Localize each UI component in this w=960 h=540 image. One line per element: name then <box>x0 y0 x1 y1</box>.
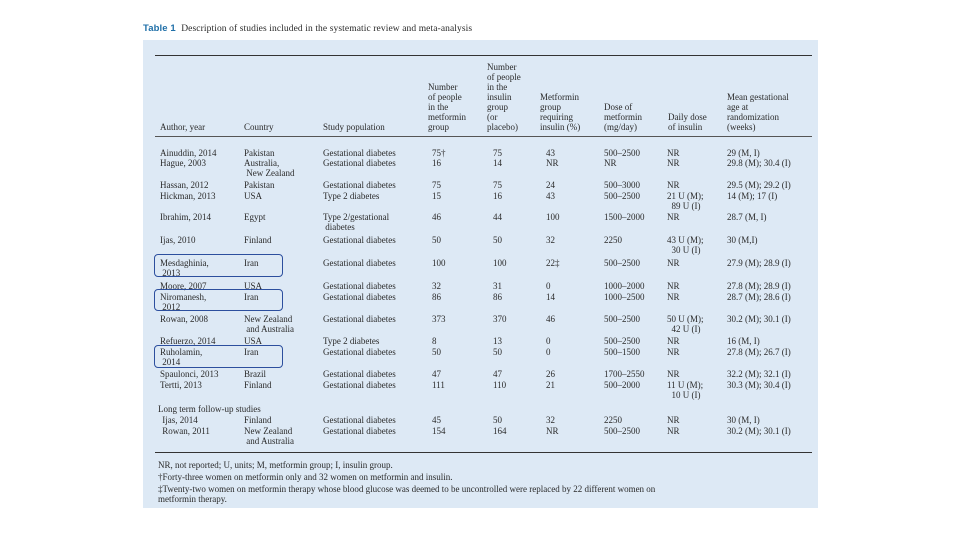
cell-insulin-n: 13 <box>493 336 502 346</box>
cell-age: 30 (M, I) <box>727 415 760 425</box>
cell-metformin-n: 75 <box>432 180 441 190</box>
cell-population: Gestational diabetes <box>323 314 396 324</box>
header-age: Mean gestational age at randomization (weeks) <box>727 92 789 132</box>
cell-age: 27.8 (M); 28.9 (I) <box>727 281 791 291</box>
cell-population: Gestational diabetes <box>323 369 396 379</box>
cell-metformin-n: 15 <box>432 191 441 201</box>
cell-dose: NR <box>604 158 617 168</box>
cell-author: Spaulonci, 2013 <box>160 369 219 379</box>
header-metformin-n: Number of people in the metformin group <box>428 82 466 132</box>
cell-country: USA <box>244 191 263 201</box>
cell-age: 28.7 (M); 28.6 (I) <box>727 292 791 302</box>
cell-dose: 2250 <box>604 415 622 425</box>
cell-daily: NR <box>667 415 680 425</box>
table-caption <box>143 23 472 34</box>
cell-population: Gestational diabetes <box>323 380 396 390</box>
cell-metformin-n: 50 <box>432 235 441 245</box>
cell-author: Ijas, 2014 <box>160 415 198 425</box>
cell-author: Ijas, 2010 <box>160 235 196 245</box>
cell-insulin-n: 164 <box>493 426 507 436</box>
cell-metformin-n: 86 <box>432 292 441 302</box>
highlight-box-niromanesh <box>154 289 283 311</box>
cell-author: Tertti, 2013 <box>160 380 202 390</box>
cell-population: Gestational diabetes <box>323 281 396 291</box>
cell-insulin-n: 50 <box>493 347 502 357</box>
cell-daily: NR <box>667 180 680 190</box>
cell-daily: 50 U (M); 42 U (I) <box>667 314 704 334</box>
cell-dose: 500–3000 <box>604 180 640 190</box>
cell-daily: 11 U (M); 10 U (I) <box>667 380 704 400</box>
cell-requiring: 21 <box>546 380 555 390</box>
cell-population: Gestational diabetes <box>323 235 396 245</box>
header-country: Country <box>244 122 274 132</box>
cell-country: Iran <box>244 347 259 357</box>
cell-country: Iran <box>244 292 259 302</box>
cell-age: 14 (M); 17 (I) <box>727 191 778 201</box>
cell-age: 30.2 (M); 30.1 (I) <box>727 426 791 436</box>
cell-age: 16 (M, I) <box>727 336 760 346</box>
cell-metformin-n: 32 <box>432 281 441 291</box>
cell-author: Rowan, 2008 <box>160 314 208 324</box>
cell-daily: 43 U (M); 30 U (I) <box>667 235 704 255</box>
cell-insulin-n: 44 <box>493 212 502 222</box>
cell-metformin-n: 154 <box>432 426 446 436</box>
cell-author: Hickman, 2013 <box>160 191 216 201</box>
cell-dose: 500–2500 <box>604 258 640 268</box>
cell-population: Type 2 diabetes <box>323 191 380 201</box>
cell-daily: NR <box>667 212 680 222</box>
cell-population: Gestational diabetes <box>323 158 396 168</box>
cell-population: Type 2/gestational diabetes <box>323 212 390 232</box>
footnote-double-dagger: ‡Twenty-two women on metformin therapy whose blood glucose was deemed to be uncontrolled were replaced by 22 different women on metformin therapy. <box>158 484 656 504</box>
cell-country: Iran <box>244 258 259 268</box>
cell-requiring: 22‡ <box>546 258 560 268</box>
cell-insulin-n: 50 <box>493 415 502 425</box>
cell-insulin-n: 14 <box>493 158 502 168</box>
cell-metformin-n: 8 <box>432 336 437 346</box>
cell-country: USA <box>244 336 263 346</box>
cell-requiring: 43 <box>546 191 555 201</box>
cell-dose: 1500–2000 <box>604 212 645 222</box>
cell-author: Refuerzo, 2014 <box>160 336 216 346</box>
cell-population: Gestational diabetes <box>323 347 396 357</box>
cell-country: Finland <box>244 380 272 390</box>
cell-insulin-n: 47 <box>493 369 502 379</box>
cell-requiring: 0 <box>546 281 551 291</box>
cell-requiring: 46 <box>546 314 555 324</box>
cell-insulin-n: 75 <box>493 180 502 190</box>
cell-age: 30.2 (M); 30.1 (I) <box>727 314 791 324</box>
header-daily-dose: Daily dose of insulin <box>668 112 707 132</box>
header-bottom-rule <box>155 136 812 137</box>
cell-country: USA <box>244 281 263 291</box>
cell-metformin-n: 16 <box>432 158 441 168</box>
cell-metformin-n: 45 <box>432 415 441 425</box>
cell-requiring: 14 <box>546 292 555 302</box>
header-population: Study population <box>323 122 385 132</box>
footnote-dagger: †Forty-three women on metformin only and 32 women on metformin and insulin. <box>158 472 453 482</box>
cell-requiring: 24 <box>546 180 555 190</box>
cell-daily: NR <box>667 369 680 379</box>
header-requiring: Metformin group requiring insulin (%) <box>540 92 581 132</box>
cell-metformin-n: 373 <box>432 314 446 324</box>
cell-daily: NR <box>667 148 680 158</box>
cell-age: 32.2 (M); 32.1 (I) <box>727 369 791 379</box>
cell-metformin-n: 100 <box>432 258 446 268</box>
cell-metformin-n: 50 <box>432 347 441 357</box>
cell-metformin-n: 111 <box>432 380 445 390</box>
cell-age: 29.8 (M); 30.4 (I) <box>727 158 791 168</box>
cell-insulin-n: 31 <box>493 281 502 291</box>
cell-dose: 500–2500 <box>604 191 640 201</box>
cell-daily: NR <box>667 281 680 291</box>
cell-author: Ruholamin, 2014 <box>160 347 203 367</box>
cell-population: Type 2 diabetes <box>323 336 380 346</box>
cell-age: 29 (M, I) <box>727 148 760 158</box>
header-dose: Dose of metformin (mg/day) <box>604 102 642 132</box>
cell-age: 29.5 (M); 29.2 (I) <box>727 180 791 190</box>
cell-country: Pakistan <box>244 148 275 158</box>
section-label-followup: Long term follow-up studies <box>158 404 261 414</box>
cell-population: Gestational diabetes <box>323 258 396 268</box>
cell-dose: 1000–2500 <box>604 292 645 302</box>
cell-insulin-n: 110 <box>493 380 507 390</box>
cell-metformin-n: 47 <box>432 369 441 379</box>
cell-author: Hague, 2003 <box>160 158 206 168</box>
cell-requiring: 32 <box>546 235 555 245</box>
cell-population: Gestational diabetes <box>323 180 396 190</box>
table-top-rule <box>155 55 812 56</box>
cell-daily: NR <box>667 258 680 268</box>
header-author: Author, year <box>160 122 206 132</box>
table-caption-text: Description of studies included in the systematic review and meta-analysis <box>181 24 473 34</box>
cell-dose: 500–2500 <box>604 148 640 158</box>
cell-requiring: 43 <box>546 148 555 158</box>
cell-insulin-n: 86 <box>493 292 502 302</box>
cell-metformin-n: 46 <box>432 212 441 222</box>
cell-dose: 2250 <box>604 235 622 245</box>
cell-requiring: 100 <box>546 212 560 222</box>
cell-population: Gestational diabetes <box>323 426 396 436</box>
cell-requiring: 26 <box>546 369 555 379</box>
cell-age: 30 (M,I) <box>727 235 758 245</box>
cell-daily: NR <box>667 336 680 346</box>
cell-age: 28.7 (M, I) <box>727 212 767 222</box>
table-label: Table 1 <box>143 23 176 34</box>
cell-dose: 500–1500 <box>604 347 640 357</box>
cell-insulin-n: 100 <box>493 258 507 268</box>
cell-dose: 500–2500 <box>604 426 640 436</box>
cell-country: Finland <box>244 235 272 245</box>
cell-requiring: 32 <box>546 415 555 425</box>
table-bottom-rule <box>155 452 812 453</box>
highlight-box-ruholamin <box>154 345 283 368</box>
cell-age: 30.3 (M); 30.4 (I) <box>727 380 791 390</box>
cell-dose: 1000–2000 <box>604 281 645 291</box>
cell-author: Ibrahim, 2014 <box>160 212 211 222</box>
cell-country: New Zealand and Australia <box>244 314 294 334</box>
cell-author: Niromanesh, 2012 <box>160 292 207 312</box>
cell-author: Rowan, 2011 <box>160 426 210 436</box>
cell-insulin-n: 75 <box>493 148 502 158</box>
cell-daily: NR <box>667 292 680 302</box>
cell-dose: 500–2500 <box>604 314 640 324</box>
highlight-box-mesdaghinia <box>154 254 283 277</box>
cell-age: 27.8 (M); 26.7 (I) <box>727 347 791 357</box>
cell-country: New Zealand and Australia <box>244 426 294 446</box>
cell-population: Gestational diabetes <box>323 292 396 302</box>
cell-author: Hassan, 2012 <box>160 180 209 190</box>
cell-insulin-n: 370 <box>493 314 507 324</box>
cell-requiring: NR <box>546 426 559 436</box>
cell-author: Ainuddin, 2014 <box>160 148 217 158</box>
footnote-abbreviations: NR, not reported; U, units; M, metformin group; I, insulin group. <box>158 460 393 470</box>
cell-author: Mesdaghinia, 2013 <box>160 258 209 278</box>
cell-population: Gestational diabetes <box>323 148 396 158</box>
cell-requiring: NR <box>546 158 559 168</box>
cell-author: Moore, 2007 <box>160 281 207 291</box>
cell-daily: NR <box>667 426 680 436</box>
cell-daily: NR <box>667 347 680 357</box>
cell-age: 27.9 (M); 28.9 (I) <box>727 258 791 268</box>
cell-daily: NR <box>667 158 680 168</box>
cell-country: Egypt <box>244 212 266 222</box>
cell-insulin-n: 16 <box>493 191 502 201</box>
cell-insulin-n: 50 <box>493 235 502 245</box>
cell-country: Australia, New Zealand <box>244 158 295 178</box>
cell-daily: 21 U (M); 89 U (I) <box>667 191 704 211</box>
cell-population: Gestational diabetes <box>323 415 396 425</box>
cell-dose: 500–2500 <box>604 336 640 346</box>
header-insulin-n: Number of people in the insulin group (or placebo) <box>487 62 521 132</box>
cell-requiring: 0 <box>546 347 551 357</box>
cell-country: Brazil <box>244 369 266 379</box>
cell-requiring: 0 <box>546 336 551 346</box>
cell-metformin-n: 75† <box>432 148 446 158</box>
cell-dose: 1700–2550 <box>604 369 645 379</box>
cell-dose: 500–2000 <box>604 380 640 390</box>
cell-country: Pakistan <box>244 180 275 190</box>
cell-country: Finland <box>244 415 272 425</box>
